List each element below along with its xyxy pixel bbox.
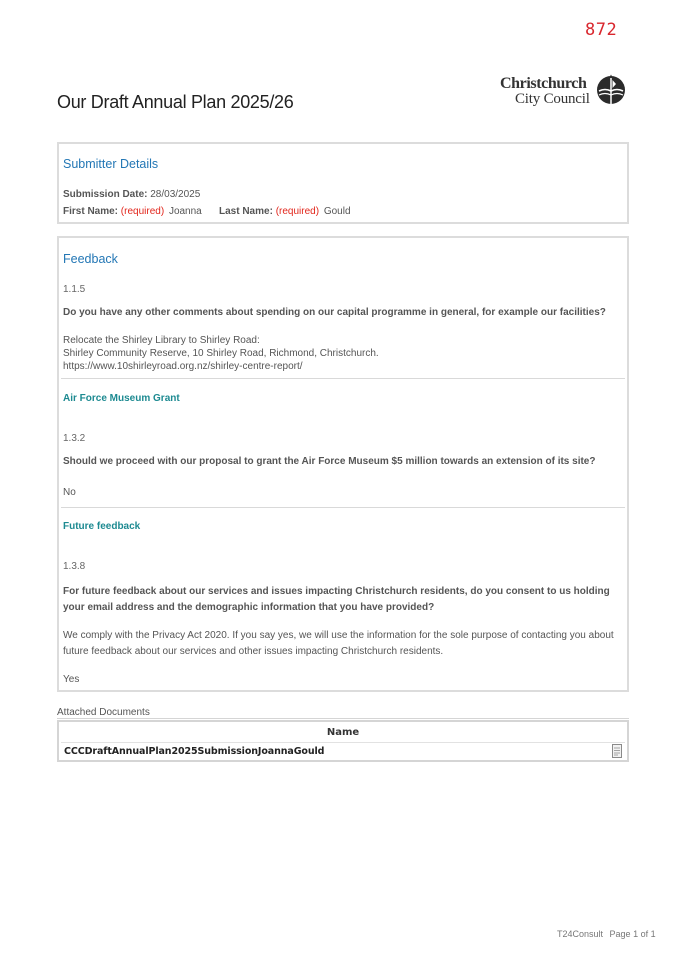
last-name-label: Last Name: bbox=[219, 206, 273, 217]
submitter-details-panel bbox=[57, 142, 629, 224]
last-name-required: (required) bbox=[275, 206, 320, 217]
feedback-heading: Feedback bbox=[63, 252, 118, 266]
feedback-panel bbox=[57, 236, 629, 692]
question-number: 1.3.2 bbox=[63, 433, 86, 444]
section-divider bbox=[61, 378, 625, 379]
question-text: Should we proceed with our proposal to grant the Air Force Museum $5 million towards an extension of its site? bbox=[63, 456, 596, 467]
page-number: 872 bbox=[585, 20, 618, 40]
document-icon[interactable] bbox=[612, 744, 622, 758]
section-divider bbox=[61, 507, 625, 508]
submission-date-value: 28/03/2025 bbox=[150, 189, 201, 200]
answer-text: Yes bbox=[63, 674, 80, 685]
answer-line: https://www.10shirleyroad.org.nz/shirley-centre-report/ bbox=[63, 361, 303, 372]
question-text: Do you have any other comments about spending on our capital programme in general, for example our facilities? bbox=[63, 307, 606, 318]
section-title-future-feedback: Future feedback bbox=[63, 521, 141, 532]
answer-text: No bbox=[63, 487, 76, 498]
last-name-row bbox=[219, 206, 351, 217]
cathedral-icon bbox=[596, 74, 626, 106]
logo-text-line2: City Council bbox=[515, 91, 590, 107]
answer-line: Shirley Community Reserve, 10 Shirley Road, Richmond, Christchurch. bbox=[63, 348, 379, 359]
footer-source: T24Consult bbox=[557, 929, 604, 939]
page-footer bbox=[557, 929, 656, 939]
logo-text-line1: Christchurch bbox=[500, 75, 587, 92]
privacy-note: We comply with the Privacy Act 2020. If you say yes, we will use the information for the sole purpose of contacting you about future feedback about our services and other issues impacting Christchurch residents. bbox=[63, 630, 614, 657]
last-name-value: Gould bbox=[323, 206, 351, 217]
submitter-details-heading: Submitter Details bbox=[63, 157, 159, 171]
footer-page: Page 1 of 1 bbox=[609, 929, 656, 939]
section-title-air-force-museum: Air Force Museum Grant bbox=[63, 393, 180, 404]
first-name-required: (required) bbox=[120, 206, 165, 217]
table-row[interactable] bbox=[61, 742, 625, 760]
submission-date-label: Submission Date: bbox=[63, 189, 148, 200]
attachment-filename[interactable]: CCCDraftAnnualPlan2025SubmissionJoannaGould bbox=[64, 746, 325, 757]
answer-line: Relocate the Shirley Library to Shirley Road: bbox=[63, 335, 260, 346]
column-header-name: Name bbox=[326, 727, 360, 738]
question-number: 1.1.5 bbox=[63, 284, 86, 295]
council-logo bbox=[500, 74, 628, 108]
question-number: 1.3.8 bbox=[63, 561, 86, 572]
submission-date-row bbox=[63, 189, 200, 200]
first-name-row bbox=[63, 206, 202, 217]
question-text: For future feedback about our services and issues impacting Christchurch residents, do you consent to us holding your email address and the demographic information that you have provided? bbox=[63, 586, 610, 613]
attached-documents-label: Attached Documents bbox=[57, 707, 150, 718]
attached-documents-rule bbox=[57, 718, 629, 719]
page-title: Our Draft Annual Plan 2025/26 bbox=[57, 92, 294, 112]
first-name-value: Joanna bbox=[168, 206, 202, 217]
attached-documents-table bbox=[57, 720, 629, 762]
first-name-label: First Name: bbox=[63, 206, 119, 217]
